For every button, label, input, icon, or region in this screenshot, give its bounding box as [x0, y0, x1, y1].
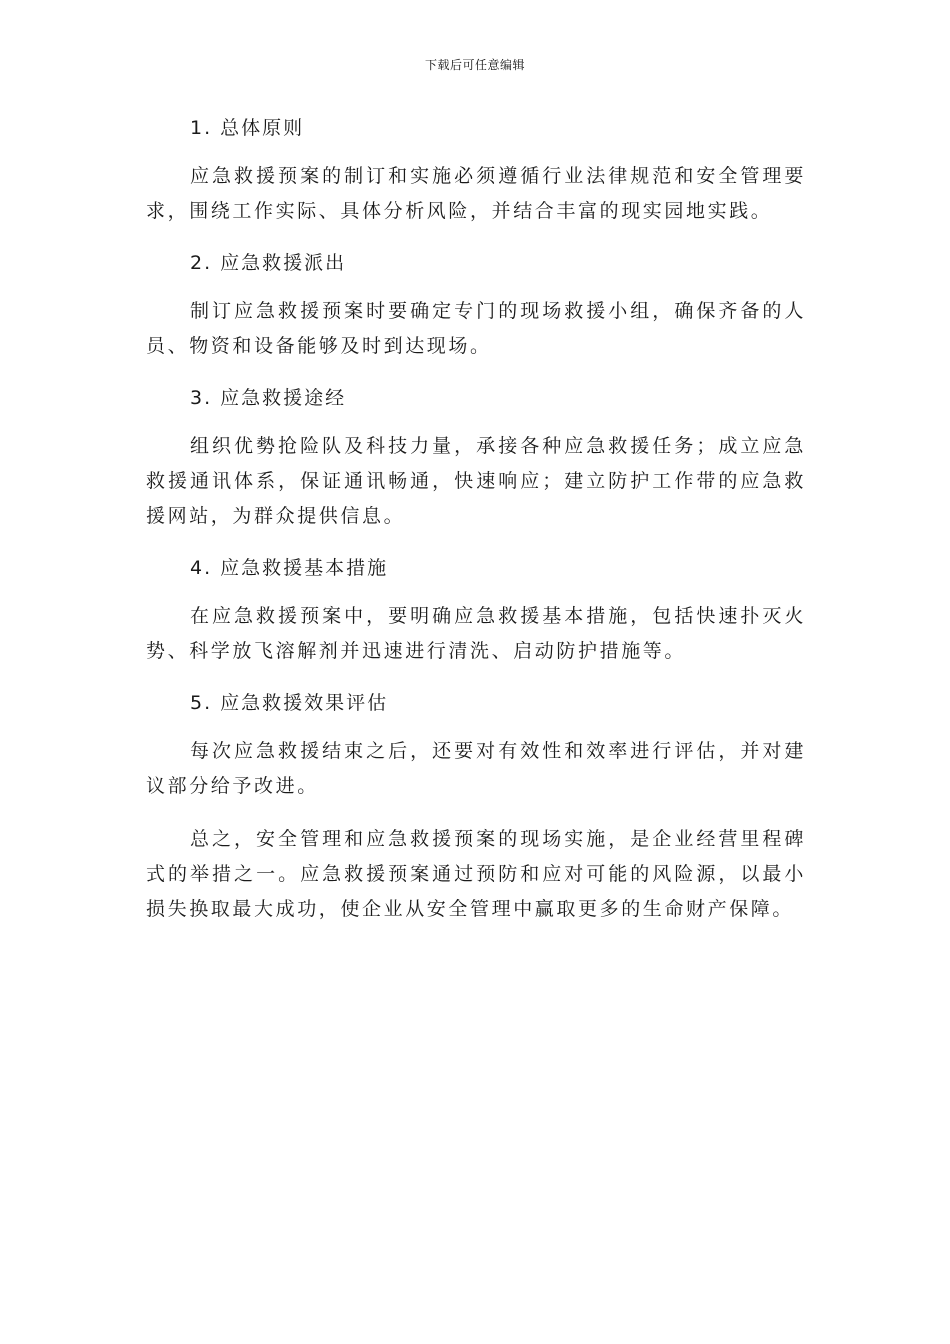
section-paragraph: 组织优勢抢险队及科技力量，承接各种应急救援任务；成立应急救援通讯体系，保证通讯畅通，快速响应；建立防护工作带的应急救援网站，为群众提供信息。 — [146, 435, 806, 527]
document-body — [146, 112, 806, 927]
section-heading: 5. 应急救援效果评估 — [190, 692, 389, 714]
section-paragraph: 在应急救援预案中，要明确应急救援基本措施，包括快速扑灭火势、科学放飞溶解剂并迅速进行清洗、启动防护措施等。 — [146, 605, 806, 662]
header-note: 下载后可任意编辑 — [424, 58, 525, 72]
section-heading: 2. 应急救援派出 — [190, 252, 347, 274]
section-heading: 1. 总体原则 — [190, 117, 305, 139]
conclusion-paragraph: 总之，安全管理和应急救援预案的现场实施，是企业经营里程碑式的举措之一。应急救援预案通过预防和应对可能的风险源，以最小损失换取最大成功，使企业从安全管理中赢取更多的生命财产保障。 — [146, 828, 806, 920]
section-paragraph: 制订应急救援预案时要确定专门的现场救援小组，确保齐备的人员、物资和设备能够及时到达现场。 — [146, 300, 806, 357]
section-paragraph: 应急救援预案的制订和实施必须遵循行业法律规范和安全管理要求，围绕工作实际、具体分析风险，并结合丰富的现实园地实践。 — [146, 165, 806, 222]
section-heading: 3. 应急救援途经 — [190, 387, 347, 409]
section-paragraph: 每次应急救援结束之后，还要对有效性和效率进行评估，并对建议部分给予改进。 — [146, 740, 806, 797]
section-heading: 4. 应急救援基本措施 — [190, 557, 389, 579]
